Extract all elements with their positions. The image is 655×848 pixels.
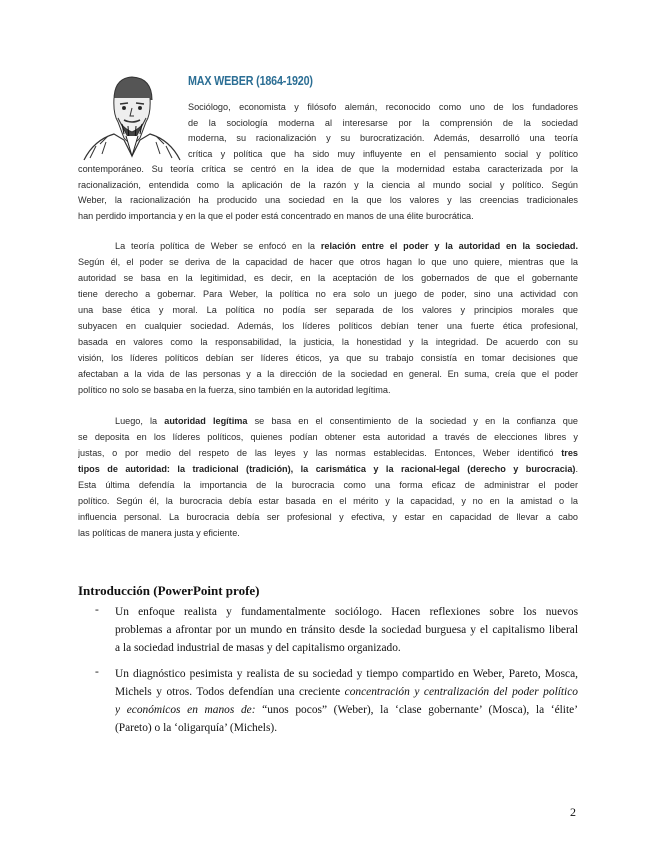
- bio-line: Sociólogo, economista y filósofo alemán, reconocido como uno de los fundadores: [188, 102, 578, 112]
- para2-first-line: La teoría política de Weber se enfocó en la relación entre el poder y la autoridad en la sociedad.: [115, 241, 578, 251]
- bio-line: han perdido importancia y en la que el poder está concentrado en manos de una élite burocrática.: [78, 210, 474, 221]
- para3-line: las políticas de manera justa y eficiente.: [78, 528, 240, 538]
- bullet-2-line: (Pareto) o la ‘oligarquía’ (Michels).: [115, 722, 278, 734]
- bio-line: contemporáneo. Su teoría crítica se centró en la idea de que la modernidad estaba caracterizada por la: [78, 164, 578, 174]
- para2-line: visión, los líderes políticos debían ser líderes éticos, ya que su trabajo consistía en tomar decisiones que: [78, 353, 578, 363]
- bullet-1-line: a la sociedad industrial de masas y del capitalismo organizado.: [115, 642, 401, 654]
- para2-line: tiene derecho a gobernar. Para Weber, la política no era solo un juego de poder, sino una actividad con: [78, 289, 578, 299]
- para2-line: basada en valores como la responsabilidad, la justicia, la honestidad y la integridad. De acuerdo con su: [78, 337, 578, 347]
- bio-line: moderna, su racionalización y su burocratización. Además, desarrolló una teoría: [188, 133, 578, 143]
- intro-heading: Introducción (PowerPoint profe): [78, 583, 260, 598]
- bio-line: Weber, la racionalización ha producido una sociedad en la que los valores y las creencias tradicionales: [78, 195, 578, 205]
- bullet-1-line: Un enfoque realista y fundamentalmente sociólogo. Hacen reflexiones sobre los nuevos: [115, 606, 578, 618]
- bullet-marker: -: [95, 666, 99, 678]
- para3-first-line: Luego, la autoridad legítima se basa en el consentimiento de la sociedad y en la confianza que: [115, 416, 578, 426]
- para3-line: tipos de autoridad: la tradicional (tradición), la carismática y la racional-legal (derecho y burocracia).: [78, 464, 578, 474]
- max-weber-portrait: [80, 70, 184, 162]
- bullet-2-line: Un diagnóstico pesimista y realista de su sociedad y tiempo compartido en Weber, Pareto, Mosca,: [115, 668, 578, 680]
- para3-line: Esta última defendía la importancia de la burocracia como una forma eficaz de administrar el poder: [78, 480, 578, 490]
- para2-line: Según él, el poder se deriva de la capacidad de hacer que otros hagan lo que uno quiere, mientras que la: [78, 257, 578, 267]
- bullet-2-line: Michels y otros. Todos defendían una creciente concentración y centralización del poder político: [115, 686, 578, 698]
- para3-line: justas, o por medio del respeto de las leyes y las normas establecidas. Entonces, Weber identificó tres: [78, 448, 578, 458]
- para3-line: se deposita en los líderes políticos, quienes podían obtener esta autoridad a través de elecciones libres y: [78, 432, 578, 442]
- page-number: 2: [570, 805, 576, 819]
- para2-line: afectaban a la vida de las personas y a la dirección de la sociedad en general. En suma, creía que el poder: [78, 369, 578, 379]
- bullet-marker: -: [95, 604, 99, 616]
- para2-line: político no solo se basaba en la fuerza, sino también en la autoridad legítima.: [78, 385, 391, 395]
- bullet-1-line: problemas a afrontar por un mundo en tránsito desde la sociedad burguesa y el capitalismo liberal: [115, 624, 578, 636]
- bio-line: crítica y política que ha sido muy influyente en el pensamiento social y político: [188, 148, 578, 159]
- bio-line: de la sociología moderna al interesarse por la comprensión de la sociedad: [188, 117, 578, 128]
- para3-line: político. Según él, la burocracia debía estar basada en el mérito y la capacidad, y no en la amistad o la: [78, 496, 578, 506]
- para3-line: influencia personal. La burocracia debía ser profesional y efectiva, y estar en capacidad de llevar a cabo: [78, 512, 578, 522]
- para2-line: subyacen en cualquier sociedad. Además, los líderes políticos debían tener una fuerte ética profesional,: [78, 321, 578, 331]
- para2-line: una base ética y moral. La política no podía ser separada de los valores y principios morales que: [78, 305, 578, 315]
- bio-title: MAX WEBER (1864-1920): [188, 74, 313, 88]
- para2-line: autoridad se basa en la legitimidad, es decir, en la aceptación de los gobernados de que el gobernante: [78, 273, 578, 283]
- bullet-2-line: y económicos en manos de: “unos pocos” (Weber), la ‘clase gobernante’ (Mosca), la ‘élite’: [115, 704, 578, 716]
- bio-line: racionalización, entendida como la aplicación de la razón y la ciencia al mundo social y político. Según: [78, 179, 578, 190]
